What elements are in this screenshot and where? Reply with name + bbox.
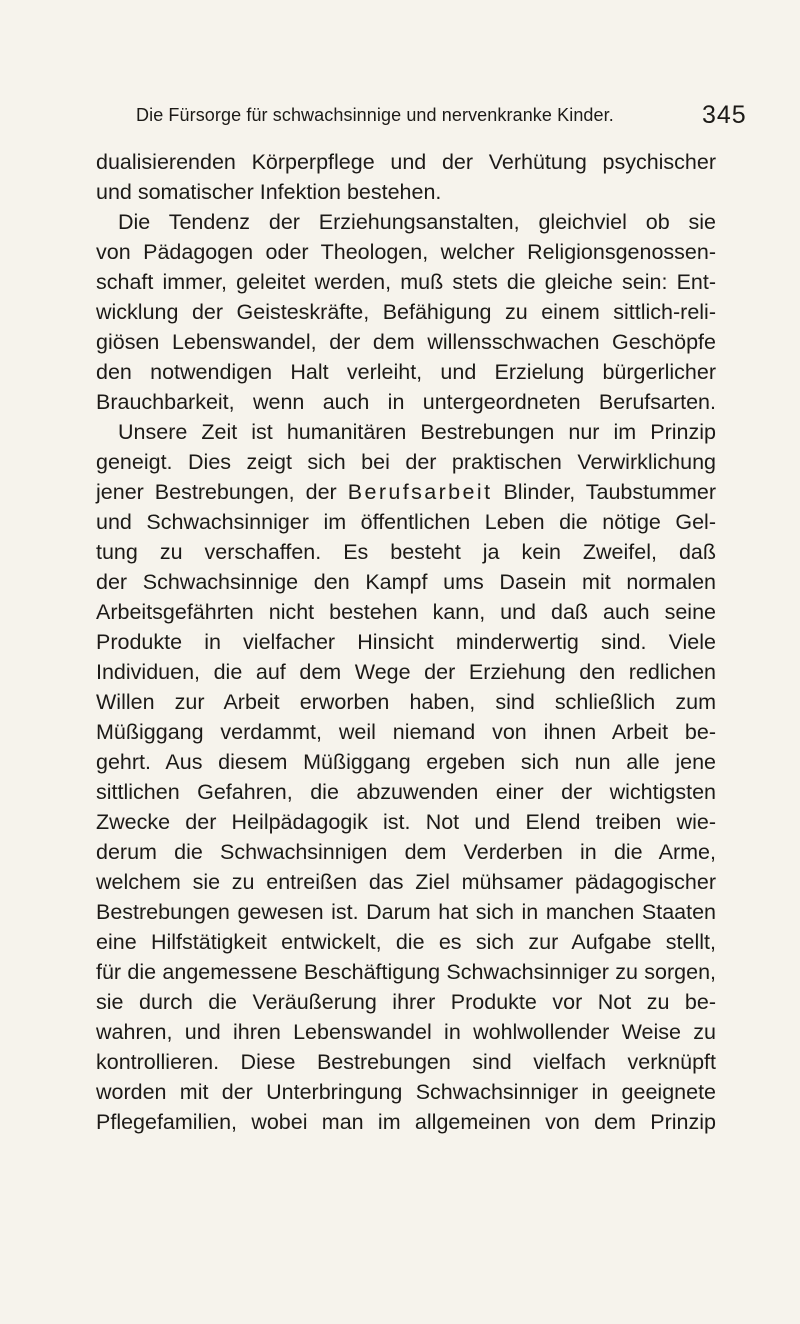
- text-line: kontrollieren. Diese Bestrebungen sind vielfach verknüpft: [96, 1050, 716, 1074]
- text-line-with-emphasis: [96, 477, 716, 507]
- text-line: für die angemessene Beschäftigung Schwachsinniger zu sorgen,: [96, 960, 716, 984]
- text-line: von Pädagogen oder Theologen, welcher Religionsgenossen-: [96, 240, 716, 264]
- text-line: schaft immer, geleitet werden, muß stets die gleiche sein: Ent-: [96, 270, 716, 294]
- text-line: Arbeitsgefährten nicht bestehen kann, und daß auch seine: [96, 600, 716, 624]
- text-line: geneigt. Dies zeigt sich bei der praktischen Verwirklichung: [96, 450, 716, 474]
- text-line: Willen zur Arbeit erworben haben, sind schließlich zum: [96, 690, 716, 714]
- text-line: Brauchbarkeit, wenn auch in untergeordneten Berufsarten.: [96, 390, 716, 414]
- text-line: gehrt. Aus diesem Müßiggang ergeben sich nun alle jene: [96, 750, 716, 774]
- text-line: Produkte in vielfacher Hinsicht minderwertig sind. Viele: [96, 630, 716, 654]
- text-line: wahren, und ihren Lebenswandel in wohlwollender Weise zu: [96, 1020, 716, 1044]
- spaced-emphasis: Berufsarbeit: [347, 480, 493, 504]
- text-line: Zwecke der Heilpädagogik ist. Not und Elend treiben wie-: [96, 810, 716, 834]
- text-line: Unsere Zeit ist humanitären Bestrebungen nur im Prinzip: [118, 420, 716, 444]
- page-number: 345: [702, 101, 747, 129]
- running-head: [136, 101, 747, 131]
- text-line: Müßiggang verdammt, weil niemand von ihnen Arbeit be-: [96, 720, 716, 744]
- text-line: und somatischer Infektion bestehen.: [96, 180, 442, 204]
- text-line: Pflegefamilien, wobei man im allgemeinen von dem Prinzip: [96, 1110, 716, 1134]
- text-line: Individuen, die auf dem Wege der Erziehung den redlichen: [96, 660, 716, 684]
- text-line: sittlichen Gefahren, die abzuwenden einer der wichtigsten: [96, 780, 716, 804]
- text-line: den notwendigen Halt verleiht, und Erzielung bürgerlicher: [96, 360, 716, 384]
- text-line: Die Tendenz der Erziehungsanstalten, gleichviel ob sie: [118, 210, 716, 234]
- text-line: Bestrebungen gewesen ist. Darum hat sich in manchen Staaten: [96, 900, 716, 924]
- text-line: eine Hilfstätigkeit entwickelt, die es sich zur Aufgabe stellt,: [96, 930, 716, 954]
- text-line: der Schwachsinnige den Kampf ums Dasein mit normalen: [96, 570, 716, 594]
- text-line: tung zu verschaffen. Es besteht ja kein Zweifel, daß: [96, 540, 716, 564]
- text-line: giösen Lebenswandel, der dem willensschwachen Geschöpfe: [96, 330, 716, 354]
- text-line-end: Blinder, Taubstummer: [503, 480, 717, 504]
- text-line: worden mit der Unterbringung Schwachsinniger in geeignete: [96, 1080, 716, 1104]
- text-line: und Schwachsinniger im öffentlichen Leben die nötige Gel-: [96, 510, 716, 534]
- text-line: welchem sie zu entreißen das Ziel mühsamer pädagogischer: [96, 870, 716, 894]
- text-line-start: jener Bestrebungen, der: [96, 480, 337, 504]
- text-line: derum die Schwachsinnigen dem Verderben in die Arme,: [96, 840, 716, 864]
- text-line: wicklung der Geisteskräfte, Befähigung zu einem sittlich-reli-: [96, 300, 716, 324]
- text-line: sie durch die Veräußerung ihrer Produkte vor Not zu be-: [96, 990, 716, 1014]
- text-line: dualisierenden Körperpflege und der Verhütung psychischer: [96, 150, 716, 174]
- running-head-title: Die Fürsorge für schwachsinnige und nervenkranke Kinder.: [136, 105, 614, 125]
